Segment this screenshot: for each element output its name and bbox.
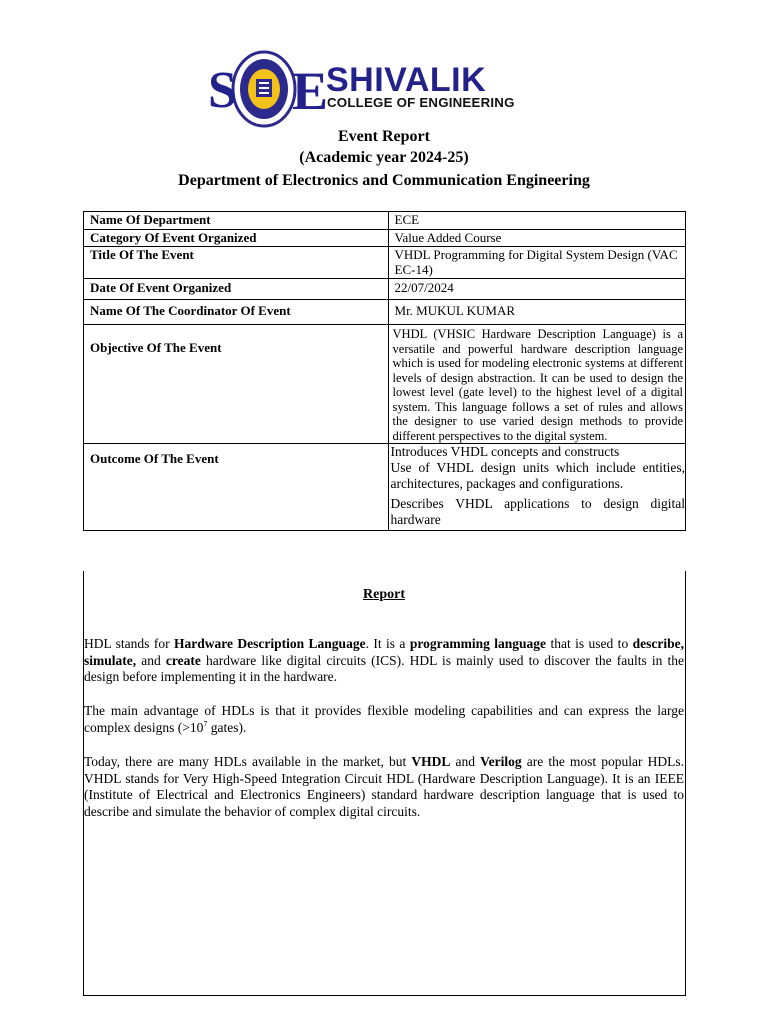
table-row: [84, 229, 686, 247]
dept-label: Name Of Department: [84, 212, 389, 230]
department-heading: Department of Electronics and Communication Engineering: [178, 172, 590, 189]
outcome-item: Use of VHDL design units which include entities, architectures, packages and configurations.: [390, 460, 685, 491]
report-paragraph-1: HDL stands for Hardware Description Language. It is a programming language that is used to describe, simulate, and create hardware like digital circuits (ICS). HDL is mainly used to discover the faults in the design before implementing it in the hardware.: [84, 636, 684, 685]
table-row: [84, 325, 686, 444]
outcome-item: Introduces VHDL concepts and constructs: [390, 444, 620, 459]
table-row: [84, 444, 686, 531]
date-label: Date Of Event Organized: [84, 279, 389, 300]
category-value: Value Added Course: [388, 229, 685, 247]
report-paragraph-3: Today, there are many HDLs available in the market, but VHDL and Verilog are the most popular HDLs. VHDL stands for Very High-Speed Integration Circuit HDL (Hardware Description Language). It is an IEEE (Institute of Electrical and Electronics Engineers) standard hardware description language that is used to describe and simulate the behavior of complex digital circuits.: [84, 754, 684, 819]
title-value: VHDL Programming for Digital System Design (VAC EC-14): [388, 247, 685, 279]
table-row: [84, 212, 686, 230]
outcome-label: Outcome Of The Event: [84, 444, 389, 531]
college-subtitle: COLLEGE OF ENGINEERING: [327, 95, 515, 110]
college-logo: [206, 49, 536, 129]
table-row: [84, 247, 686, 279]
title-label: Title Of The Event: [84, 247, 389, 279]
svg-text:S: S: [208, 62, 237, 119]
table-row: [84, 299, 686, 325]
outcome-item: Describes VHDL applications to design digital hardware: [390, 496, 685, 527]
objective-value: VHDL (VHSIC Hardware Description Language) is a versatile and powerful hardware description language which is used for modeling electronic systems at different levels of design abstraction. It can be used to design the lowest level (gate level) to the highest level of a digital system. This language follows a set of rules and allows the designer to use varied design methods to provide different perspectives to the digital system.: [388, 325, 685, 444]
event-details-table: [83, 211, 686, 531]
college-emblem-icon: [206, 49, 329, 129]
academic-year: (Academic year 2024-25): [299, 149, 469, 166]
table-row: [84, 279, 686, 300]
college-name: SHIVALIK: [326, 61, 487, 99]
category-label: Category Of Event Organized: [84, 229, 389, 247]
coordinator-label: Name Of The Coordinator Of Event: [84, 299, 389, 325]
report-title: Event Report: [338, 128, 430, 145]
report-heading: Report: [363, 587, 405, 602]
coordinator-value: Mr. MUKUL KUMAR: [388, 299, 685, 325]
date-value: 22/07/2024: [388, 279, 685, 300]
svg-text:E: E: [292, 61, 329, 121]
outcome-value: [388, 444, 685, 531]
dept-value: ECE: [388, 212, 685, 230]
report-paragraph-2: The main advantage of HDLs is that it provides flexible modeling capabilities and can express the large complex designs ($>10^7$ gates).: [84, 703, 684, 735]
objective-label: Objective Of The Event: [84, 325, 389, 444]
